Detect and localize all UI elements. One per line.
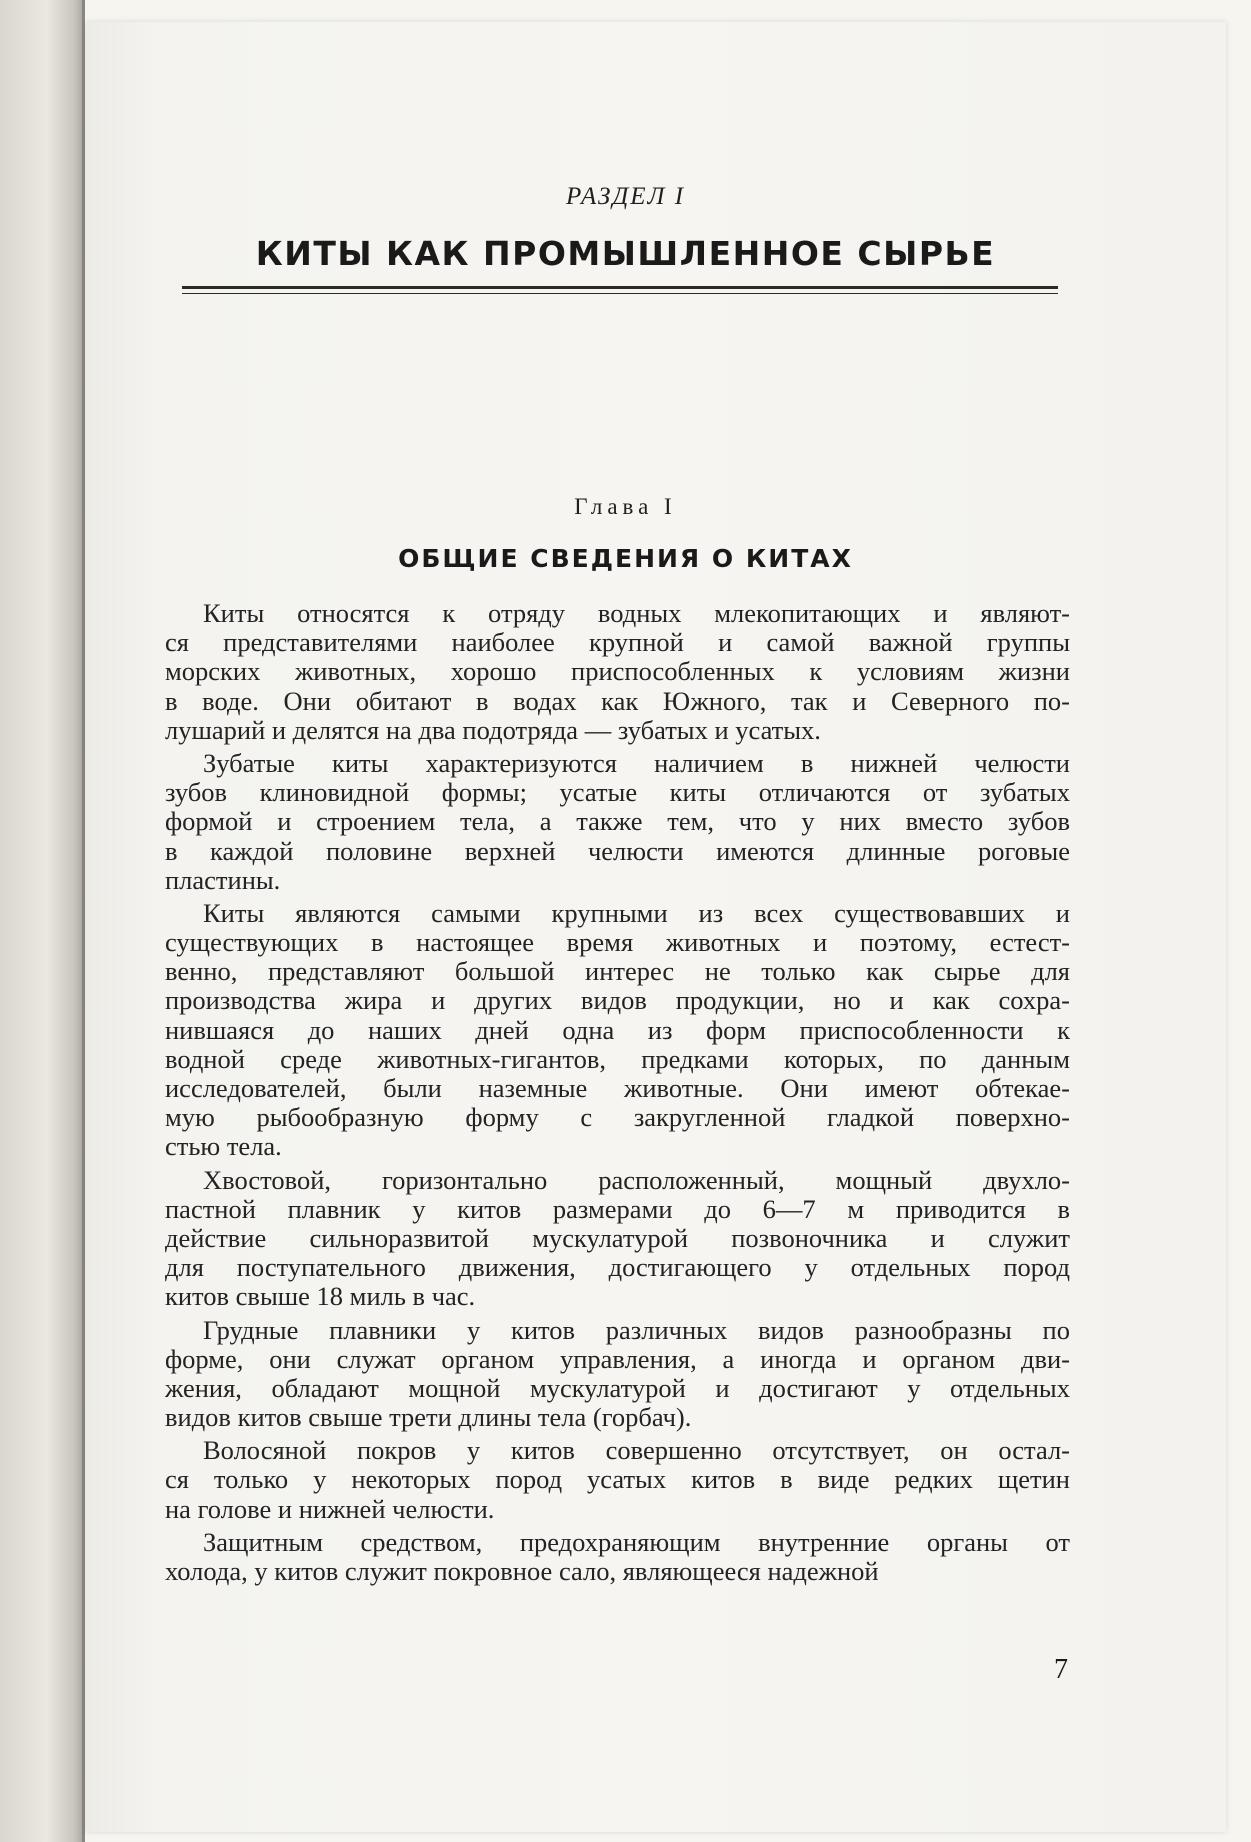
text-line: Грудные плавники у китов различных видов разнообразны по bbox=[203, 1314, 1070, 1345]
paragraph bbox=[165, 1528, 1070, 1586]
text-line: ся только у некоторых пород усатых китов в виде редких щетин bbox=[165, 1464, 1070, 1495]
text-line: пастной плавник у китов размерами до 6—7 м приводится в bbox=[165, 1193, 1070, 1224]
text-line: существующих в настоящее время животных и поэтому, естест- bbox=[165, 927, 1070, 958]
section-label: РАЗДЕЛ I bbox=[565, 183, 686, 210]
text-line: китов свыше 18 миль в час. bbox=[165, 1281, 476, 1312]
book-spine bbox=[82, 0, 85, 1842]
text-line: зубов клиновидной формы; усатые киты отличаются от зубатых bbox=[165, 777, 1070, 808]
text-line: Киты являются самыми крупными из всех существовавших и bbox=[203, 897, 1070, 928]
text-line: на голове и нижней челюсти. bbox=[165, 1493, 495, 1524]
page-number: 7 bbox=[1054, 1654, 1068, 1685]
text-line: действие сильноразвитой мускулатурой позвоночника и служит bbox=[165, 1222, 1070, 1253]
paragraph bbox=[165, 749, 1070, 895]
text-line: мую рыбообразную форму с закругленной гладкой поверхно- bbox=[165, 1102, 1070, 1133]
text-line: форме, они служат органом управления, а иногда и органом дви- bbox=[165, 1343, 1070, 1374]
title-rule-thick bbox=[182, 286, 1058, 289]
chapter-title: ОБЩИЕ СВЕДЕНИЯ О КИТАХ bbox=[398, 544, 853, 573]
text-line: видов китов свыше трети длины тела (горбач). bbox=[165, 1402, 692, 1433]
text-line: пластины. bbox=[165, 864, 281, 895]
text-line: стью тела. bbox=[165, 1131, 282, 1162]
text-line: венно, представляют большой интерес не только как сырье для bbox=[165, 956, 1070, 987]
text-line: в воде. Они обитают в водах как Южного, так и Северного по- bbox=[165, 685, 1070, 716]
text-line: лушарий и делятся на два подотряда — зубатых и усатых. bbox=[165, 714, 821, 745]
paragraph bbox=[165, 1316, 1070, 1433]
text-line: Киты относятся к отряду водных млекопитающих и являют- bbox=[203, 598, 1070, 628]
title-rule-thin bbox=[182, 293, 1058, 294]
text-line: ся представителями наиболее крупной и самой важной группы bbox=[165, 627, 1070, 658]
paragraph bbox=[165, 1436, 1070, 1524]
text-line: Хвостовой, горизонтально расположенный, мощный двухло- bbox=[203, 1164, 1070, 1195]
paragraph bbox=[165, 1166, 1070, 1312]
paragraph bbox=[165, 599, 1070, 745]
section-title: КИТЫ КАК ПРОМЫШЛЕННОЕ СЫРЬЕ bbox=[255, 234, 996, 273]
text-line: Волосяной покров у китов совершенно отсутствует, он остал- bbox=[203, 1435, 1070, 1466]
text-line: производства жира и других видов продукции, но и как сохра- bbox=[165, 985, 1070, 1016]
book-edge bbox=[0, 0, 84, 1842]
body-text bbox=[165, 599, 1070, 1590]
text-line: нившаяся до наших дней одна из форм приспособленности к bbox=[165, 1014, 1070, 1045]
text-line: жения, обладают мощной мускулатурой и достигают у отдельных bbox=[165, 1372, 1070, 1403]
text-line: в каждой половине верхней челюсти имеются длинные роговые bbox=[165, 835, 1070, 866]
paragraph bbox=[165, 899, 1070, 1162]
text-line: Зубатые киты характеризуются наличием в нижней челюсти bbox=[203, 747, 1070, 778]
text-line: водной среде животных-гигантов, предками которых, по данным bbox=[165, 1043, 1070, 1074]
text-line: морских животных, хорошо приспособленных к условиям жизни bbox=[165, 656, 1070, 687]
text-line: формой и строением тела, а также тем, что у них вместо зубов bbox=[165, 806, 1070, 837]
text-line: исследователей, были наземные животные. Они имеют обтекае- bbox=[165, 1073, 1070, 1103]
text-line: Защитным средством, предохраняющим внутренние органы от bbox=[203, 1526, 1070, 1557]
chapter-label: Глава I bbox=[574, 494, 677, 519]
text-line: холода, у китов служит покровное сало, являющееся надежной bbox=[165, 1556, 879, 1586]
text-line: для поступательного движения, достигающего у отдельных пород bbox=[165, 1252, 1070, 1283]
